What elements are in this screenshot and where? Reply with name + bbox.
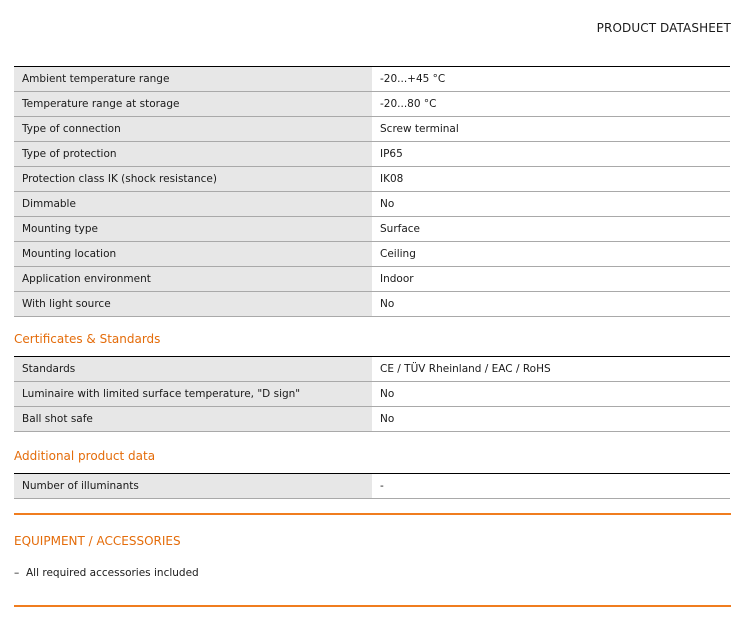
table-row bbox=[14, 474, 730, 499]
list-bullet: – bbox=[14, 567, 20, 579]
equipment-section-title: EQUIPMENT / ACCESSORIES bbox=[14, 534, 181, 548]
additional-data-table bbox=[14, 473, 730, 499]
table-row bbox=[14, 142, 730, 167]
spec-label: Ball shot safe bbox=[14, 407, 372, 432]
spec-value: Ceiling bbox=[372, 242, 730, 267]
general-specs-table bbox=[14, 66, 730, 317]
spec-value: Indoor bbox=[372, 267, 730, 292]
spec-label: Type of protection bbox=[14, 142, 372, 167]
spec-value: No bbox=[372, 292, 730, 317]
table-row bbox=[14, 242, 730, 267]
spec-label: Mounting type bbox=[14, 217, 372, 242]
spec-value: No bbox=[372, 382, 730, 407]
table-row bbox=[14, 292, 730, 317]
spec-label: Mounting location bbox=[14, 242, 372, 267]
spec-label: Luminaire with limited surface temperature, "D sign" bbox=[14, 382, 372, 407]
table-row bbox=[14, 357, 730, 382]
spec-label: Dimmable bbox=[14, 192, 372, 217]
spec-value: CE / TÜV Rheinland / EAC / RoHS bbox=[372, 357, 730, 382]
table-row bbox=[14, 407, 730, 432]
list-item bbox=[14, 567, 199, 579]
spec-value: -20...+45 °C bbox=[372, 67, 730, 92]
spec-label: Number of illuminants bbox=[14, 474, 372, 499]
section-divider bbox=[14, 513, 731, 515]
table-row bbox=[14, 167, 730, 192]
table-row bbox=[14, 92, 730, 117]
table-row bbox=[14, 192, 730, 217]
spec-value: - bbox=[372, 474, 730, 499]
spec-label: Standards bbox=[14, 357, 372, 382]
certificates-table bbox=[14, 356, 730, 432]
additional-section-title: Additional product data bbox=[14, 449, 156, 463]
spec-label: Application environment bbox=[14, 267, 372, 292]
spec-label: With light source bbox=[14, 292, 372, 317]
spec-value: Surface bbox=[372, 217, 730, 242]
spec-label: Type of connection bbox=[14, 117, 372, 142]
spec-value: IK08 bbox=[372, 167, 730, 192]
spec-value: No bbox=[372, 407, 730, 432]
spec-label: Protection class IK (shock resistance) bbox=[14, 167, 372, 192]
spec-value: Screw terminal bbox=[372, 117, 730, 142]
spec-value: -20...80 °C bbox=[372, 92, 730, 117]
datasheet-header-title: PRODUCT DATASHEET bbox=[596, 21, 731, 35]
table-row bbox=[14, 267, 730, 292]
table-row bbox=[14, 217, 730, 242]
section-divider bbox=[14, 605, 731, 607]
certificates-section-title: Certificates & Standards bbox=[14, 332, 161, 346]
spec-value: IP65 bbox=[372, 142, 730, 167]
list-item-text: All required accessories included bbox=[26, 567, 199, 579]
table-row bbox=[14, 67, 730, 92]
spec-value: No bbox=[372, 192, 730, 217]
spec-label: Ambient temperature range bbox=[14, 67, 372, 92]
table-row bbox=[14, 382, 730, 407]
spec-label: Temperature range at storage bbox=[14, 92, 372, 117]
table-row bbox=[14, 117, 730, 142]
